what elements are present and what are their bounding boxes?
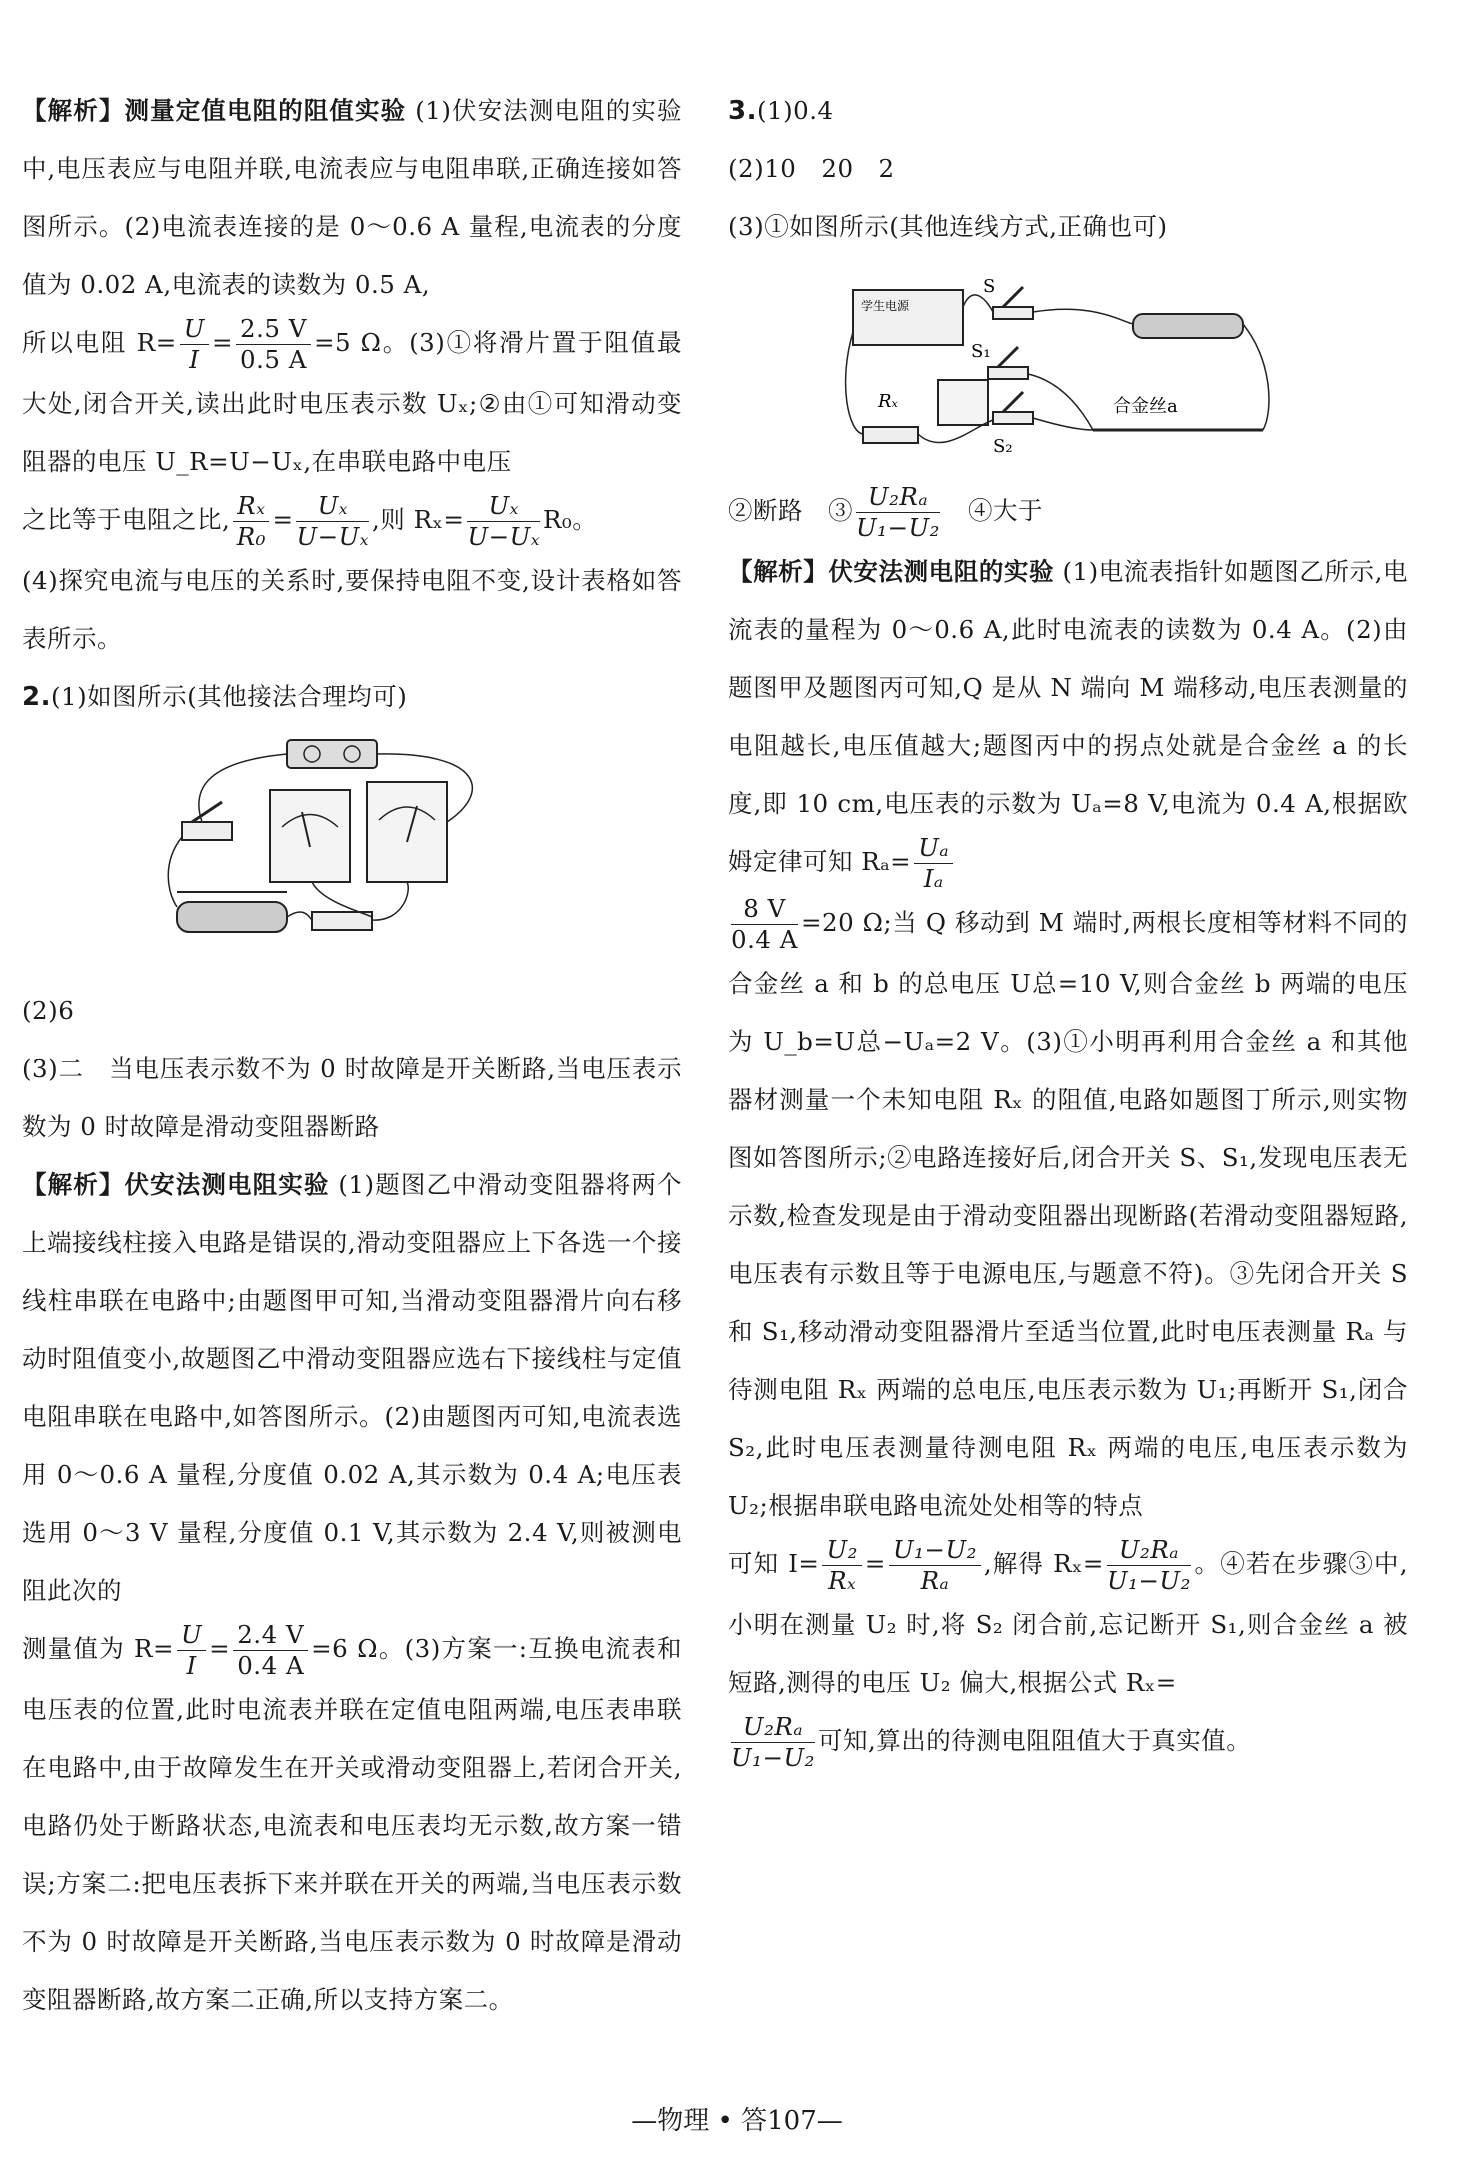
power-supply-label: 学生电源 (861, 299, 910, 313)
q2-analysis: 【解析】伏安法测电阻实验 (1)题图乙中滑动变阻器将两个上端接线柱接入电路是错误的,滑动变阻器应上下各选一个接线柱串联在电路中;由题图甲可知,当滑动变阻器滑片向右移动时阻值变小,故题图乙中滑动变阻器应选右下接线柱与定值电阻串联在电路中,如答图所示。(2)由题图丙可知,电流表选用 0～0.6 A 量程,分度值 0.02 A,其示数为 0.4 A;电压表选用 0～3 V 量程,分度值 0.1 V,其示数为 2.4 V,则被测电阻此次的 (22, 1170, 683, 1605)
alloy-wire-label: 合金丝a (1113, 396, 1178, 417)
analysis-tag: 【解析】伏安法测电阻的实验 (728, 557, 1055, 586)
analysis-tag: 【解析】伏安法测电阻实验 (22, 1170, 330, 1199)
q1-analysis: 【解析】测量定值电阻的阻值实验 (1)伏安法测电阻的实验中,电压表应与电阻并联,电流表应与电阻串联,正确连接如答图所示。(2)电流表连接的是 0～0.6 A 量程,电流表的分度值为 0.02 A,电流表的读数为 0.5 A, (22, 96, 682, 299)
q1-part4: (4)探究电流与电压的关系时,要保持电阻不变,设计表格如答表所示。 (22, 566, 682, 653)
right-column: 3.(1)0.4 (2)10 20 2 (3)①如图所示(其他连线方式,正确也可) 学生电源 S S₁ S₂ Rₓ 合金丝a ②断路 ③ $\frac{\text{U₂Rₐ}}{\text{U₁−U₂}}$ ④大于 【解析】伏安法测电阻的实验 (1)电流表指针如题图乙所示,电流表的量程为 0～0.6 A,此时电流表的读数为 0.4 A。(2)由题图甲及题图丙可知,Q 是从 N 端向 M 端移动,电压表测量的电阻越长,电压值越大;题图丙中的拐点处就是合金丝 a 的长度,即 10 cm,电压表的示数为 Uₐ=8 V,电流为 0.4 A,根据欧姆定律可知 Rₐ= $\frac{\text{Uₐ}}{\text{Iₐ}}$ $\frac{8 V}{0.4 A}$ =20 Ω;当 Q 移动到 M 端时,两根长度相等材料不同的合金丝 a 和 b 的总电压 U总=10 V,则合金丝 b 两端的电压为 U_b=U总−Uₐ=2 V。(3)①小明再利用合金丝 a 和其他器材测量一个未知电阻 Rₓ 的阻值,电路如题图丁所示,则实物图如答图所示;②电路连接好后,闭合开关 S、S₁,发现电压表无示数,检查发现是由于滑动变阻器出现断路(若滑动变阻器短路,电压表有示数且等于电源电压,与题意不符)。③先闭合开关 S 和 S₁,移动滑动变阻器滑片至适当位置,此时电压表测量 Rₐ 与待测电阻 Rₓ 两端的总电压,电压表示数为 U₁;再断开 S₁,闭合 S₂,此时电压表测量待测电阻 Rₓ 两端的电压,电压表示数为 U₂;根据串联电路电流处处相等的特点 可知 I= $\frac{\text{U₂}}{\text{Rₓ}}$ = $\frac{\text{U₁−U₂}}{\text{Rₐ}}$ ,解得 Rₓ= $\frac{\text{U₂Rₐ}}{\text{U₁−U₂}}$ 。④若在步骤③中,小明在测量 U₂ 时,将 S₂ 闭合前,忘记断开 S₁,则合金丝 a 被短路,测得的电压 U₂ 偏大,根据公式 Rₓ= $\frac{\text{U₂Rₐ}}{\text{U₁−U₂}}$ 可知,算出的待测电阻阻值大于真实值。 (728, 96, 1408, 1772)
fraction: $\frac{\text{U₂Rₐ}}{\text{U₁−U₂}}$ (1106, 1535, 1191, 1595)
switch-s1-label: S₁ (971, 341, 991, 362)
fraction: $\frac{2.4 V}{0.4 A}$ (233, 1620, 308, 1681)
q3-answer2: (2)10 20 2 (728, 154, 895, 183)
fraction: $\frac{\text{Uₓ}}{\text{U−Uₓ}}$ (296, 491, 370, 551)
fraction: $\frac{\text{Rₓ}}{\text{R₀}}$ (233, 491, 269, 552)
fraction: $\frac{\text{U₁−U₂}}{\text{Rₐ}}$ (889, 1535, 981, 1596)
switch-s2-label: S₂ (993, 436, 1013, 457)
circuit-figure-q2 (162, 732, 682, 976)
fraction: $\frac{8 V}{0.4 A}$ (731, 894, 798, 954)
fraction: $\frac{\text{U₂Rₐ}}{\text{U₁−U₂}}$ (731, 1712, 815, 1772)
circuit-figure-q3 (843, 262, 1408, 476)
fraction: $\frac{\text{Uₓ}}{\text{U−Uₓ}}$ (467, 491, 540, 551)
fraction: $\frac{2.5 V}{0.5 A}$ (236, 314, 311, 375)
fraction: $\frac{\text{U₂Rₐ}}{\text{U₁−U₂}}$ (856, 482, 940, 542)
fraction: $\frac{\text{U₂}}{\text{Rₓ}}$ (822, 1535, 861, 1596)
rx-label: Rₓ (878, 391, 898, 412)
q2-answer3: (3)二 当电压表示数不为 0 时故障是开关断路,当电压表示数为 0 时故障是滑动变阻器断路 (22, 1054, 682, 1141)
analysis-tag: 【解析】测量定值电阻的阻值实验 (22, 96, 407, 125)
page-footer: —物理 • 答107— (631, 2106, 843, 2136)
switch-s-label: S (983, 276, 996, 297)
fraction: $\frac{U}{I}$ (180, 314, 209, 375)
fraction: $\frac{U}{I}$ (177, 1620, 206, 1681)
q3-answer3: (3)①如图所示(其他连线方式,正确也可) (728, 212, 1168, 241)
q2-answer2: (2)6 (22, 996, 75, 1025)
q3-analysis: 【解析】伏安法测电阻的实验 (1)电流表指针如题图乙所示,电流表的量程为 0～0.6 A,此时电流表的读数为 0.4 A。(2)由题图甲及题图丙可知,Q 是从 N 端向 M 端移动,电压表测量的电阻越长,电压值越大;题图丙中的拐点处就是合金丝 a 的长度,即 10 cm,电压表的示数为 Uₐ=8 V,电流为 0.4 A,根据欧姆定律可知 Rₐ= $\frac{\text{Uₐ}}{\text{Iₐ}}$ (728, 557, 1408, 893)
left-column: 【解析】测量定值电阻的阻值实验 (1)伏安法测电阻的实验中,电压表应与电阻并联,电流表应与电阻串联,正确连接如答图所示。(2)电流表连接的是 0～0.6 A 量程,电流表的分度值为 0.02 A,电流表的读数为 0.5 A, 所以电阻 R= $\frac{U}{I}$ = $\frac{2.5 V}{0.5 A}$ =5 Ω。(3)①将滑片置于阻值最大处,闭合开关,读出此时电压表示数 Uₓ;②由①可知滑动变阻器的电压 U_R=U−Uₓ,在串联电路中电压 之比等于电阻之比, $\frac{\text{Rₓ}}{\text{R₀}}$ = $\frac{\text{Uₓ}}{\text{U−Uₓ}}$ ,则 Rₓ= $\frac{\text{Uₓ}}{\text{U−Uₓ}}$ R₀。 (4)探究电流与电压的关系时,要保持电阻不变,设计表格如答表所示。 2.(1)如图所示(其他接法合理均可) (2)6 (3)二 当电压表示数不为 0 时故障是开关断路,当电压表示数为 0 时故障是滑动变阻器断路 【解析】伏安法测电阻实验 (1)题图乙中滑动变阻器将两个上端接线柱接入电路是错误的,滑动变阻器应上下各选一个接线柱串联在电路中;由题图甲可知,当滑动变阻器滑片向右移动时阻值变小,故题图乙中滑动变阻器应选右下接线柱与定值电阻串联在电路中,如答图所示。(2)由题图丙可知,电流表选用 0～0.6 A 量程,分度值 0.02 A,其示数为 0.4 A;电压表选用 0～3 V 量程,分度值 0.1 V,其示数为 2.4 V,则被测电阻此次的 测量值为 R= $\frac{U}{I}$ = $\frac{2.4 V}{0.4 A}$ =6 Ω。(3)方案一:互换电流表和电压表的位置,此时电流表并联在定值电阻两端,电压表串联在电路中,由于故障发生在开关或滑动变阻器上,若闭合开关,电路仍处于断路状态,电流表和电压表均无示数,故方案一错误;方案二:把电压表拆下来并联在开关的两端,当电压表示数不为 0 时故障是开关断路,当电压表示数为 0 时故障是滑动变阻器断路,故方案二正确,所以支持方案二。 (22, 82, 682, 2029)
question-number: 3. (728, 96, 757, 126)
question-number: 2. (22, 682, 51, 712)
circuit-diagram-q2 (162, 732, 542, 972)
circuit-diagram-q3 (843, 262, 1283, 472)
fraction: $\frac{\text{Uₐ}}{\text{Iₐ}}$ (914, 833, 953, 894)
